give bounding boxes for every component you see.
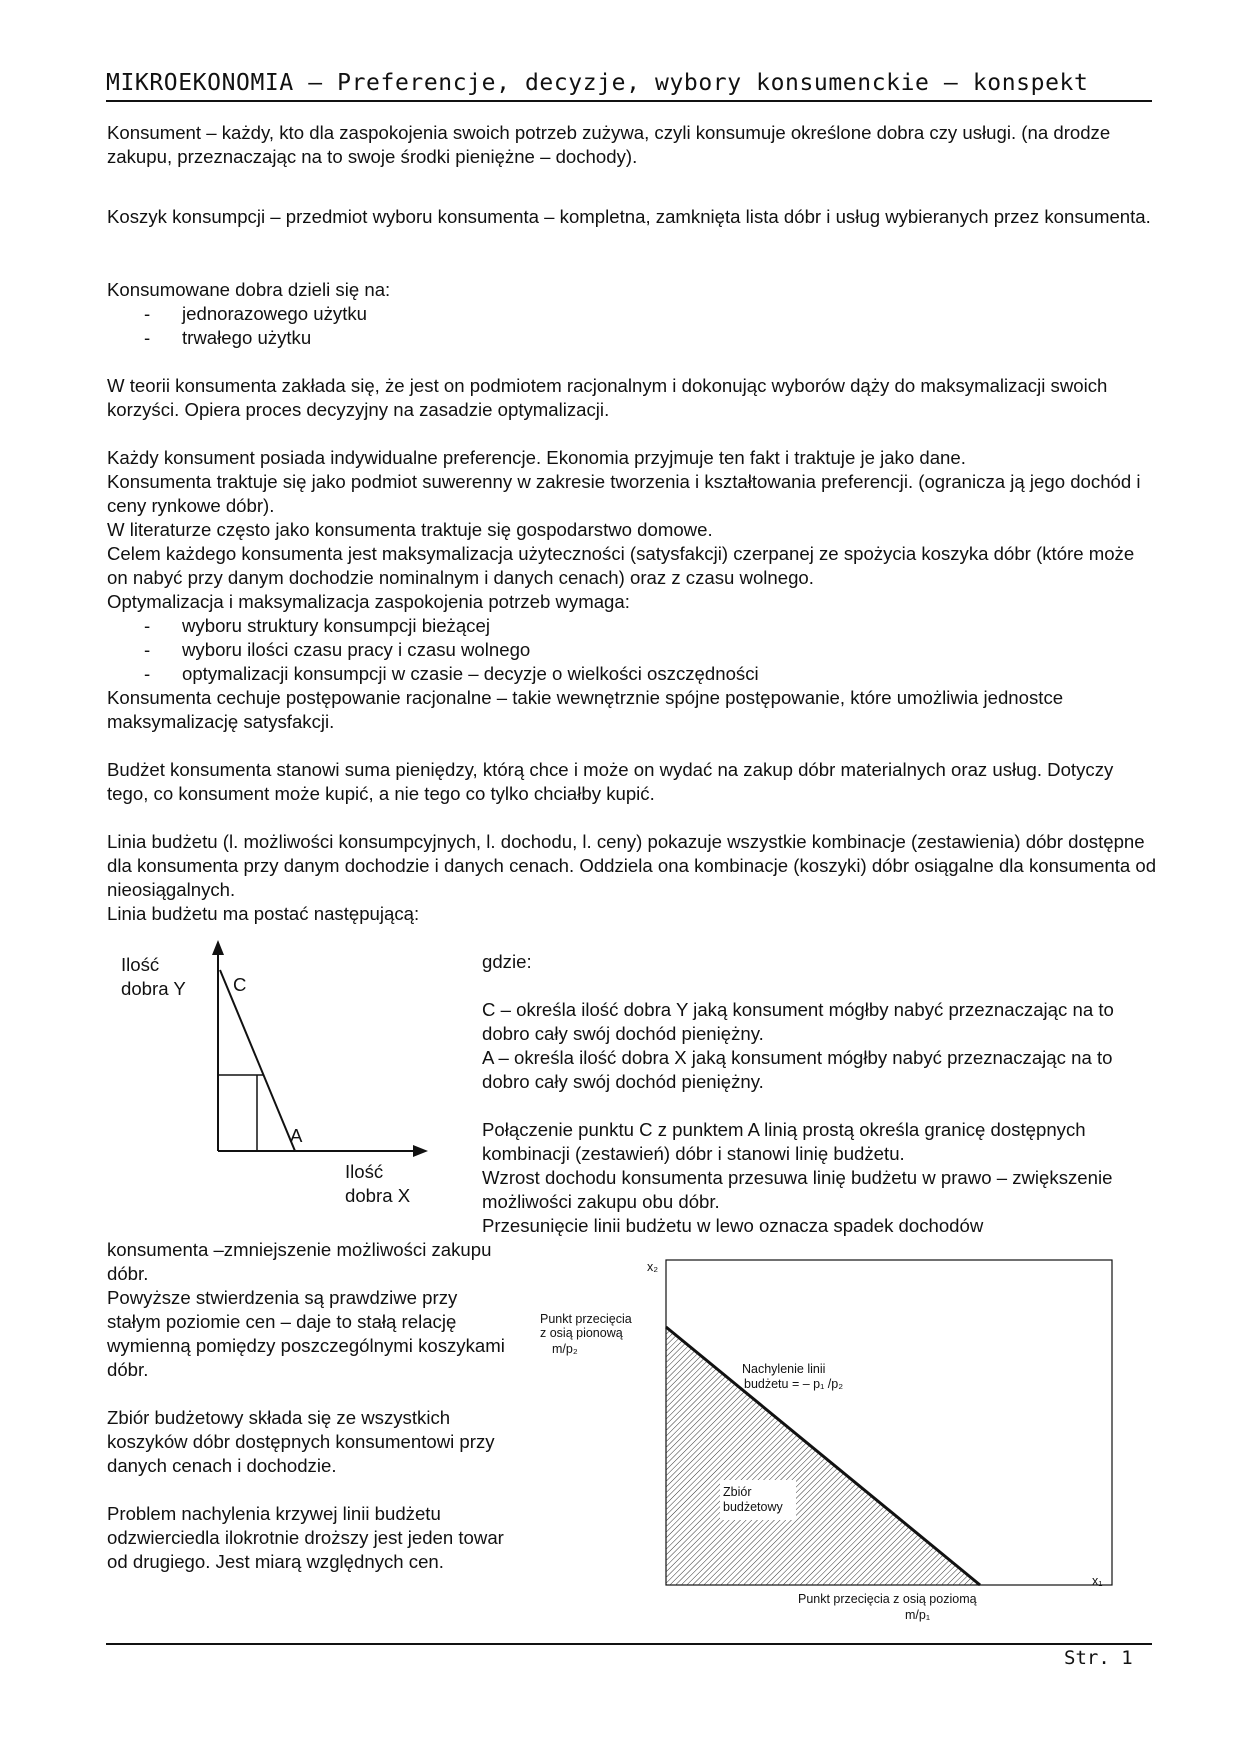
list-item: - optymalizacji konsumpcji w czasie – decyzje o wielkości oszczędności	[107, 662, 1157, 686]
horizontal-intercept-formula: m/p₁	[905, 1608, 931, 1622]
paragraph-koszyk: Koszyk konsumpcji – przedmiot wyboru konsumenta – kompletna, zamknięta lista dóbr i usług wybieranych przez konsumenta.	[107, 206, 1151, 227]
y-axis-label-line1: Ilość	[121, 954, 160, 975]
budget-set-label-1: Zbiór	[723, 1485, 752, 1499]
point-a-label: A	[290, 1125, 303, 1146]
c-description: C – określa ilość dobra Y jaką konsument mógłby nabyć przeznaczając na to dobro cały swój dochód pieniężny.	[482, 999, 1114, 1044]
x-axis-arrow	[413, 1145, 428, 1157]
paragraph-budzet: Budżet konsumenta stanowi suma pieniędzy, którą chce i może on wydać na zakup dóbr materialnych oraz usług. Dotyczy tego, co konsument może kupić, a nie tego co tylko chciałby kupić.	[107, 759, 1114, 804]
paragraph-dobra	[107, 278, 1157, 350]
horizontal-intercept-label: Punkt przecięcia z osią poziomą	[798, 1592, 977, 1606]
y-axis-arrow	[212, 940, 224, 955]
page-header: MIKROEKONOMIA – Preferencje, decyzje, wybory konsumenckie – konspekt	[106, 70, 1152, 102]
right-column-text	[482, 950, 1162, 1238]
paragraph-postac: Linia budżetu ma postać następującą:	[107, 903, 420, 924]
text-line: Wzrost dochodu konsumenta przesuwa linię budżetu w prawo – zwiększenie możliwości zakupu obu dóbr.	[482, 1167, 1113, 1212]
point-c-label: C	[233, 974, 247, 995]
text-line: Konsumenta cechuje postępowanie racjonalne – takie wewnętrznie spójne postępowanie, które umożliwia jednostce maksymalizację satysfakcji.	[107, 687, 1064, 732]
left-column-text	[107, 1238, 507, 1574]
axis-x2-label: x₂	[647, 1260, 659, 1274]
x-axis-label-line1: Ilość	[345, 1161, 384, 1182]
text-line: Połączenie punktu C z punktem A linią prostą określa granicę dostępnych kombinacji (zestawień) dóbr i stanowi linię budżetu.	[482, 1119, 1086, 1164]
text-line: Powyższe stwierdzenia są prawdziwe przy stałym poziomie cen – daje to stałą relację wymienną pomiędzy poszczególnymi koszykami dóbr.	[107, 1287, 505, 1380]
axis-x1-label: x₁	[1092, 1574, 1103, 1588]
text-line: Zbiór budżetowy składa się ze wszystkich koszyków dóbr dostępnych konsumentowi przy danych cenach i dochodzie.	[107, 1407, 495, 1476]
paragraph-teoria: W teorii konsumenta zakłada się, że jest on podmiotem racjonalnym i dokonując wyborów dąży do maksymalizacji swoich korzyści. Opiera proces decyzyjny na zasadzie optymalizacji.	[107, 375, 1108, 420]
text-line: Celem każdego konsumenta jest maksymalizacja użyteczności (satysfakcji) czerpanej ze spożycia koszyka dóbr (które może on nabyć przy danym dochodzie nominalnym i danych cenach) oraz z czasu wolnego.	[107, 543, 1135, 588]
text-line: Problem nachylenia krzywej linii budżetu odzwierciedla ilokrotnie droższy jest jeden towar od drugiego. Jest miarą względnych cen.	[107, 1503, 504, 1572]
text-line: Przesunięcie linii budżetu w lewo oznacza spadek dochodów	[482, 1215, 984, 1236]
text-line: konsumenta –zmniejszenie możliwości zakupu dóbr.	[107, 1239, 492, 1284]
budget-set-label-2: budżetowy	[723, 1500, 783, 1514]
gdzie-label: gdzie:	[482, 951, 532, 972]
vertical-intercept-label-1: Punkt przecięcia	[540, 1312, 632, 1326]
budget-line-svg	[195, 935, 435, 1160]
vertical-intercept-formula: m/p₂	[552, 1342, 578, 1356]
paragraph-konsument: Konsument – każdy, kto dla zaspokojenia swoich potrzeb zużywa, czyli konsumuje określone dobra czy usługi. (na drodze zakupu, przeznaczając na to swoje środki pieniężne – dochody).	[107, 122, 1111, 167]
text-line: Każdy konsument posiada indywidualne preferencje. Ekonomia przyjmuje ten fakt i traktuje je jako dane.	[107, 447, 966, 468]
footer-divider	[106, 1643, 1152, 1645]
text-line: Konsumenta traktuje się jako podmiot suwerenny w zakresie tworzenia i kształtowania preferencji. (ogranicza ją jego dochód i ceny rynkowe dóbr).	[107, 471, 1141, 516]
list-item: - jednorazowego użytku	[107, 302, 1157, 326]
text-line: Optymalizacja i maksymalizacja zaspokojenia potrzeb wymaga:	[107, 591, 630, 612]
paragraph-preferencje	[107, 446, 1157, 734]
list-item: - wyboru struktury konsumpcji bieżącej	[107, 614, 1157, 638]
paragraph-dobra-intro: Konsumowane dobra dzieli się na:	[107, 279, 391, 300]
a-description: A – określa ilość dobra X jaką konsument mógłby nabyć przeznaczając na to dobro cały swój dochód pieniężny.	[482, 1047, 1113, 1092]
page-number: Str. 1	[1064, 1647, 1133, 1669]
x-axis-label-line2: dobra X	[345, 1185, 411, 1206]
slope-label-1: Nachylenie linii	[742, 1362, 826, 1376]
list-item: - trwałego użytku	[107, 326, 1157, 350]
budget-set-diagram	[530, 1255, 1130, 1625]
slope-label-2: budżetu = – p₁ /p₂	[744, 1377, 844, 1391]
text-line: W literaturze często jako konsumenta traktuje się gospodarstwo domowe.	[107, 519, 713, 540]
y-axis-label-line2: dobra Y	[121, 978, 186, 999]
paragraph-linia: Linia budżetu (l. możliwości konsumpcyjnych, l. dochodu, l. ceny) pokazuje wszystkie kombinacje (zestawienia) dóbr dostępne dla konsumenta przy danym dochodzie i danych cenach. Oddziela ona kombinacje (koszyki) dóbr osiągalne dla konsumenta od nieosiągalnych.	[107, 831, 1157, 900]
list-item: - wyboru ilości czasu pracy i czasu wolnego	[107, 638, 1157, 662]
vertical-intercept-label-2: z osią pionową	[540, 1326, 623, 1340]
